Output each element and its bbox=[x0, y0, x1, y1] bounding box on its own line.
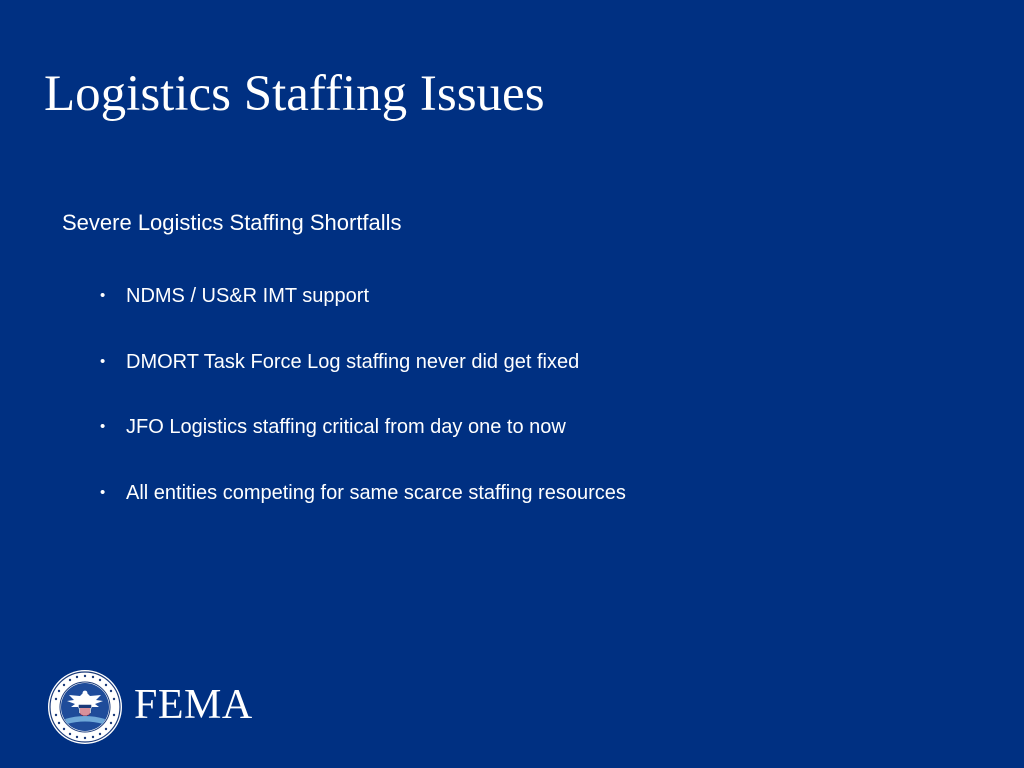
bullet-dot: • bbox=[100, 483, 106, 501]
slide-title: Logistics Staffing Issues bbox=[44, 66, 545, 122]
bullet-item bbox=[100, 480, 626, 546]
bullet-text: DMORT Task Force Log staffing never did get fixed bbox=[126, 350, 580, 373]
bullet-item bbox=[100, 414, 626, 480]
fema-logo-text: FEMA bbox=[134, 682, 253, 728]
bullet-text: All entities competing for same scarce staffing resources bbox=[126, 481, 626, 504]
bullet-item bbox=[100, 349, 626, 415]
bullet-text: NDMS / US&R IMT support bbox=[126, 285, 370, 307]
bullet-item bbox=[100, 283, 626, 349]
slide-subtitle: Severe Logistics Staffing Shortfalls bbox=[62, 210, 402, 235]
bullet-dot: • bbox=[100, 287, 106, 304]
bullet-text: JFO Logistics staffing critical from day one to now bbox=[126, 416, 566, 438]
bullet-dot: • bbox=[100, 418, 106, 435]
dhs-seal-icon bbox=[47, 669, 123, 745]
bullet-list bbox=[100, 283, 626, 545]
bullet-dot: • bbox=[100, 352, 106, 370]
